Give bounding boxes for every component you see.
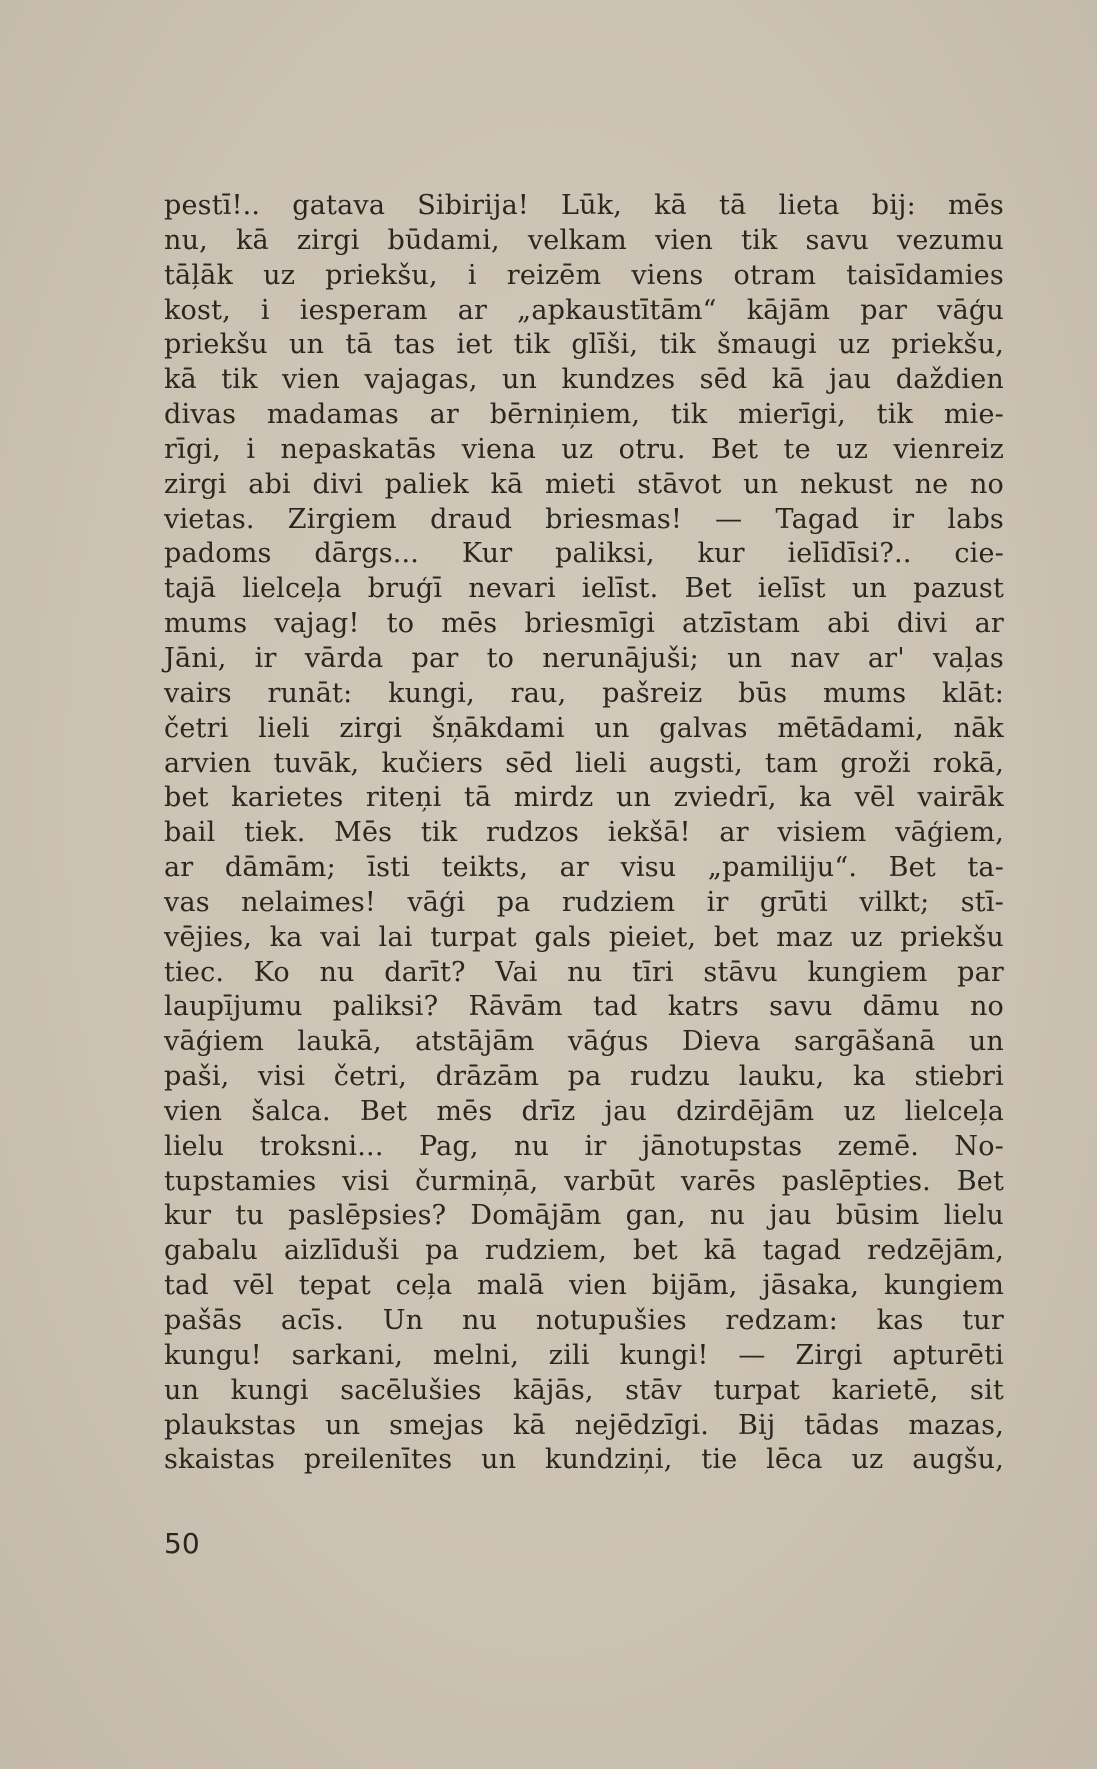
body-text xyxy=(164,189,1004,1478)
text-line-34: kungu! sarkani, melni, zili kungi! — Zirgi apturēti xyxy=(164,1339,1004,1371)
text-line-20: ar dāmām; īsti teikts, ar visu „pamiliju“. Bet ta- xyxy=(164,852,1004,884)
text-line-33: pašās acīs. Un nu notupušies redzam: kas tur xyxy=(164,1305,1004,1336)
text-line-10: vietas. Zirgiem draud briesmas! — Tagad ir labs xyxy=(164,503,1004,535)
text-line-12: tajā lielceļa bruģī nevari ielīst. Bet ielīst un pazust xyxy=(164,573,1004,605)
text-line-24: laupījumu paliksi? Rāvām tad katrs savu dāmu no xyxy=(164,991,1004,1023)
text-line-19: bail tiek. Mēs tik rudzos iekšā! ar visiem vāģiem, xyxy=(164,817,1004,849)
text-line-23: tiec. Ko nu darīt? Vai nu tīri stāvu kungiem par xyxy=(164,956,1004,988)
text-line-5: priekšu un tā tas iet tik glīši, tik šmaugi uz priekšu, xyxy=(164,329,1004,361)
text-line-37: skaistas preilenītes un kundziņi, tie lēca uz augšu, xyxy=(164,1444,1004,1476)
text-line-9: zirgi abi divi paliek kā mieti stāvot un nekust ne no xyxy=(164,468,1004,500)
text-line-8: rīgi, i nepaskatās viena uz otru. Bet te uz vienreiz xyxy=(164,433,1004,465)
text-line-22: vējies, ka vai lai turpat gals pieiet, bet maz uz priekšu xyxy=(164,921,1004,953)
text-line-27: vien šalca. Bet mēs drīz jau dzirdējām uz lielceļa xyxy=(164,1095,1004,1127)
text-line-3: tāļāk uz priekšu, i reizēm viens otram taisīdamies xyxy=(164,259,1004,291)
text-line-29: tupstamies visi čurmiņā, varbūt varēs paslēpties. Bet xyxy=(164,1165,1004,1197)
text-line-1: pestī!.. gatava Sibirija! Lūk, kā tā lieta bij: mēs xyxy=(164,190,1004,221)
text-line-26: paši, visi četri, drāzām pa rudzu lauku, ka stiebri xyxy=(164,1061,1004,1093)
text-line-16: četri lieli zirgi šņākdami un galvas mētādami, nāk xyxy=(164,712,1004,744)
text-line-28: lielu troksni... Pag, nu ir jānotupstas zemē. No- xyxy=(164,1130,1004,1162)
text-line-18: bet karietes riteņi tā mirdz un zviedrī, ka vēl vairāk xyxy=(164,782,1004,814)
text-line-31: gabalu aizlīduši pa rudziem, bet kā tagad redzējām, xyxy=(164,1235,1004,1267)
text-line-6: kā tik vien vajagas, un kundzes sēd kā jau daždien xyxy=(164,364,1004,396)
text-line-11: padoms dārgs... Kur paliksi, kur ielīdīsi?.. cie- xyxy=(164,538,1004,570)
text-line-21: vas nelaimes! vāģi pa rudziem ir grūti vilkt; stī- xyxy=(164,886,1004,918)
text-line-35: un kungi sacēlušies kājās, stāv turpat karietē, sit xyxy=(164,1374,1004,1406)
text-line-14: Jāni, ir vārda par to nerunājuši; un nav ar' vaļas xyxy=(164,642,1004,674)
text-line-32: tad vēl tepat ceļa malā vien bijām, jāsaka, kungiem xyxy=(164,1270,1004,1302)
text-line-7: divas madamas ar bērniņiem, tik mierīgi, tik mie- xyxy=(164,399,1004,431)
text-line-2: nu, kā zirgi būdami, velkam vien tik savu vezumu xyxy=(164,224,1004,256)
text-line-25: vāģiem laukā, atstājām vāģus Dieva sargāšanā un xyxy=(164,1026,1004,1058)
text-line-36: plaukstas un smejas kā nejēdzīgi. Bij tādas mazas, xyxy=(164,1409,1004,1441)
text-line-4: kost, i iesperam ar „apkaustītām“ kājām par vāģu xyxy=(164,294,1004,326)
text-line-15: vairs runāt: kungi, rau, pašreiz būs mums klāt: xyxy=(164,677,1004,709)
text-line-17: arvien tuvāk, kučiers sēd lieli augsti, tam groži rokā, xyxy=(164,747,1004,779)
text-line-30: kur tu paslēpsies? Domājām gan, nu jau būsim lielu xyxy=(164,1200,1004,1232)
text-line-13: mums vajag! to mēs briesmīgi atzīstam abi divi ar xyxy=(164,608,1004,640)
page-number: 50 xyxy=(164,1527,200,1560)
